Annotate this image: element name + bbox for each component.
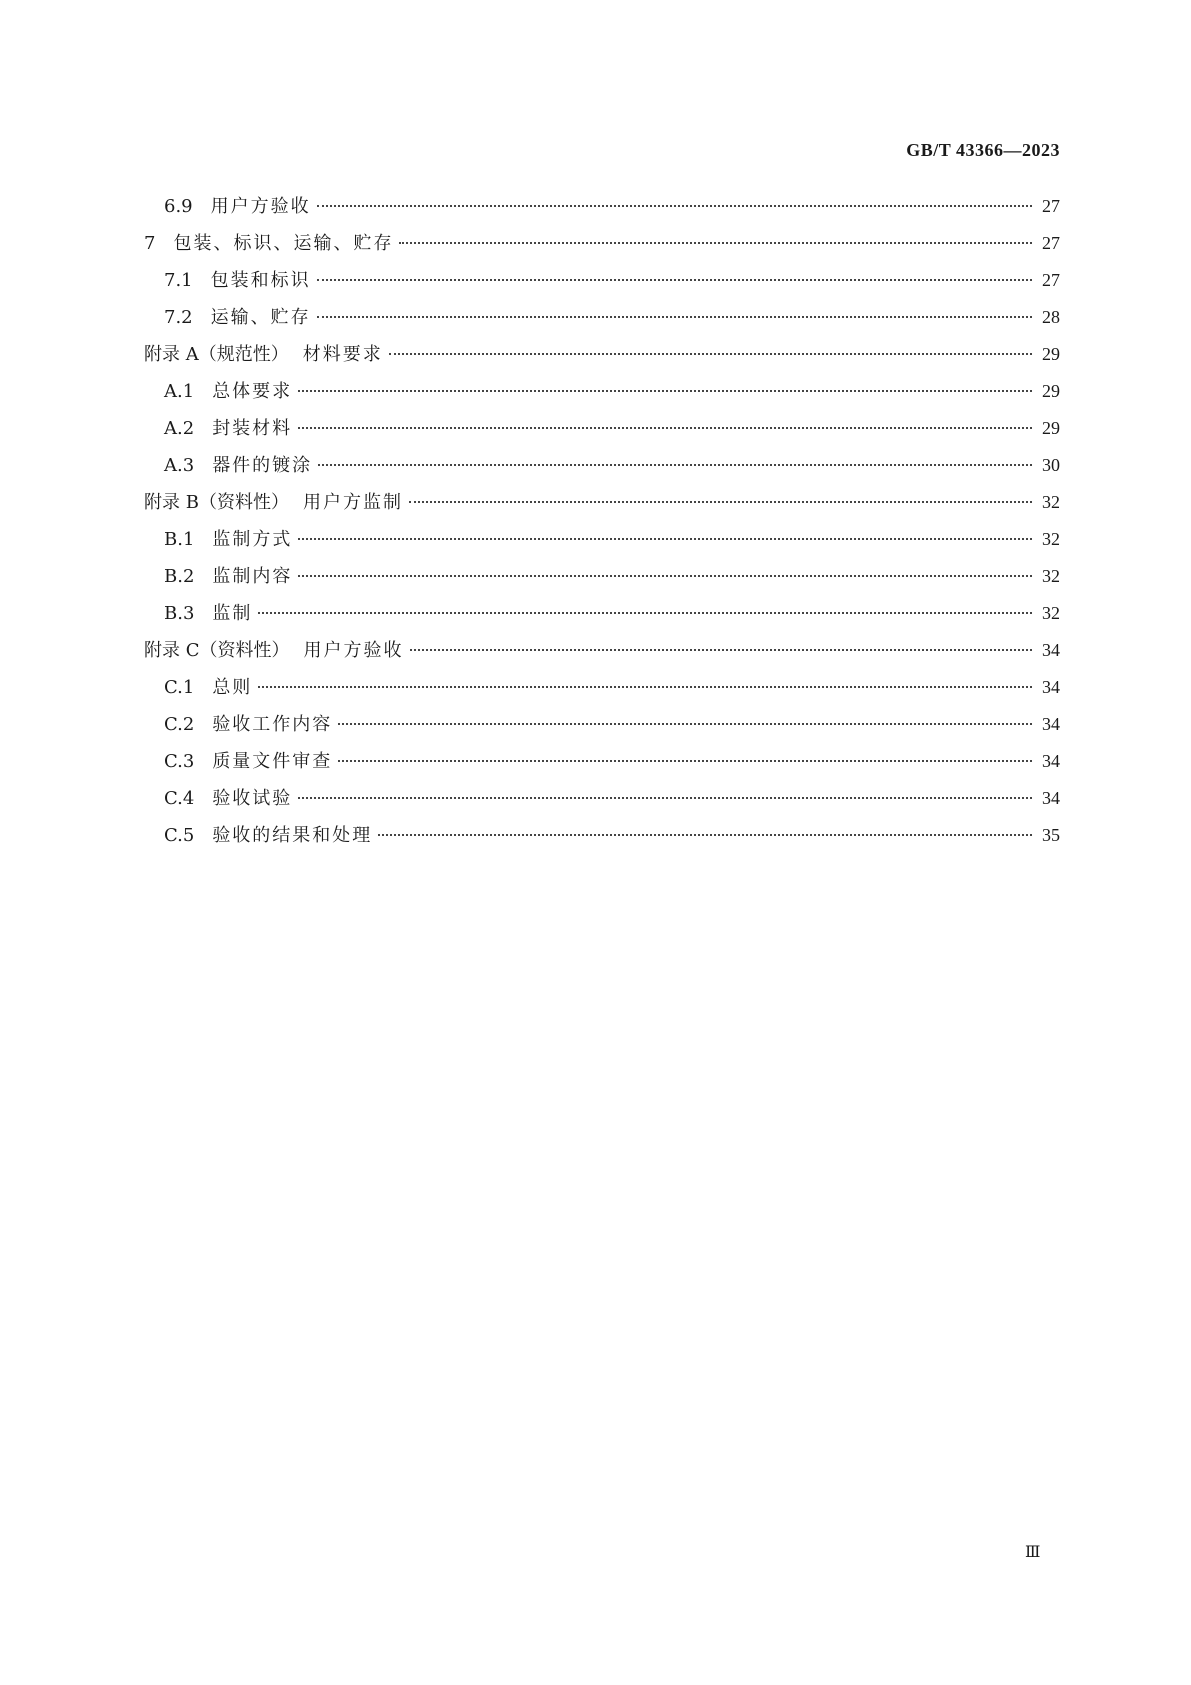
toc-entry-title: 监制 <box>212 603 253 624</box>
toc-entry-page: 34 <box>1042 751 1060 771</box>
table-of-contents <box>144 192 1060 858</box>
toc-entry-number: A.2 <box>164 418 195 439</box>
toc-dot-leader <box>298 575 1032 577</box>
toc-entry-page: 30 <box>1042 455 1060 475</box>
toc-entry-page: 32 <box>1042 566 1060 586</box>
toc-entry-annex-c[interactable] <box>144 636 1060 673</box>
toc-entry-title: 验收的结果和处理 <box>212 825 373 846</box>
toc-entry-c-1[interactable] <box>144 673 1060 710</box>
toc-entry-number: 7.1 <box>164 270 193 291</box>
toc-entry-title: 包装、标识、运输、贮存 <box>173 233 394 254</box>
toc-entry-7-2[interactable] <box>144 303 1060 340</box>
toc-dot-leader <box>258 686 1032 688</box>
toc-entry-title: 包装和标识 <box>210 270 311 291</box>
toc-entry-title: 用户方监制 <box>302 492 403 513</box>
toc-entry-number: 附录 B（资料性） <box>144 492 289 513</box>
toc-entry-page: 34 <box>1042 677 1060 697</box>
toc-entry-annex-b[interactable] <box>144 488 1060 525</box>
toc-dot-leader <box>410 649 1033 651</box>
toc-entry-c-2[interactable] <box>144 710 1060 747</box>
toc-entry-title: 监制方式 <box>212 529 293 550</box>
toc-entry-b-3[interactable] <box>144 599 1060 636</box>
toc-entry-number: B.3 <box>164 603 195 624</box>
toc-dot-leader <box>378 834 1032 836</box>
toc-entry-page: 32 <box>1042 492 1060 512</box>
page-number: Ⅲ <box>1025 1544 1041 1561</box>
toc-entry-page: 32 <box>1042 603 1060 623</box>
toc-dot-leader <box>338 723 1032 725</box>
toc-entry-number: 附录 A（规范性） <box>144 344 289 365</box>
toc-entry-c-5[interactable] <box>144 821 1060 858</box>
toc-entry-number: 附录 C（资料性） <box>144 640 290 661</box>
toc-entry-number: 7.2 <box>164 307 193 328</box>
toc-dot-leader <box>399 242 1032 244</box>
toc-entry-b-2[interactable] <box>144 562 1060 599</box>
toc-entry-number: C.5 <box>164 825 195 846</box>
toc-entry-a-3[interactable] <box>144 451 1060 488</box>
toc-dot-leader <box>298 390 1032 392</box>
toc-dot-leader <box>298 427 1032 429</box>
toc-entry-page: 35 <box>1042 825 1060 845</box>
toc-dot-leader <box>258 612 1032 614</box>
toc-entry-page: 34 <box>1042 788 1060 808</box>
toc-entry-title: 器件的镀涂 <box>212 455 313 476</box>
toc-dot-leader <box>298 797 1032 799</box>
toc-entry-number: A.1 <box>164 381 195 402</box>
toc-entry-page: 27 <box>1042 233 1060 253</box>
toc-dot-leader <box>317 279 1032 281</box>
toc-dot-leader <box>317 205 1032 207</box>
toc-entry-title: 总则 <box>212 677 253 698</box>
toc-dot-leader <box>317 316 1032 318</box>
toc-entry-7[interactable] <box>144 229 1060 266</box>
toc-dot-leader <box>338 760 1032 762</box>
toc-entry-title: 总体要求 <box>212 381 293 402</box>
toc-entry-c-3[interactable] <box>144 747 1060 784</box>
toc-entry-number: B.2 <box>164 566 195 587</box>
toc-dot-leader <box>409 501 1032 503</box>
toc-entry-b-1[interactable] <box>144 525 1060 562</box>
toc-entry-page: 29 <box>1042 418 1060 438</box>
toc-entry-number: A.3 <box>164 455 195 476</box>
toc-entry-number: C.3 <box>164 751 195 772</box>
toc-entry-number: C.1 <box>164 677 195 698</box>
toc-entry-a-1[interactable] <box>144 377 1060 414</box>
document-code: GB/T 43366—2023 <box>906 140 1060 160</box>
toc-entry-c-4[interactable] <box>144 784 1060 821</box>
toc-entry-a-2[interactable] <box>144 414 1060 451</box>
toc-entry-number: C.4 <box>164 788 195 809</box>
toc-entry-annex-a[interactable] <box>144 340 1060 377</box>
toc-entry-page: 27 <box>1042 196 1060 216</box>
toc-entry-page: 27 <box>1042 270 1060 290</box>
toc-dot-leader <box>298 538 1032 540</box>
toc-entry-title: 材料要求 <box>302 344 383 365</box>
toc-entry-page: 32 <box>1042 529 1060 549</box>
toc-entry-number: B.1 <box>164 529 195 550</box>
toc-entry-6-9[interactable] <box>144 192 1060 229</box>
toc-entry-title: 用户方验收 <box>303 640 404 661</box>
toc-entry-page: 28 <box>1042 307 1060 327</box>
toc-entry-title: 监制内容 <box>212 566 293 587</box>
toc-entry-title: 用户方验收 <box>210 196 311 217</box>
toc-entry-title: 封装材料 <box>212 418 293 439</box>
toc-entry-title: 质量文件审查 <box>212 751 333 772</box>
toc-entry-title: 验收试验 <box>212 788 293 809</box>
toc-entry-number: 6.9 <box>164 196 193 217</box>
toc-entry-page: 29 <box>1042 381 1060 401</box>
toc-entry-7-1[interactable] <box>144 266 1060 303</box>
toc-entry-title: 验收工作内容 <box>212 714 333 735</box>
toc-entry-page: 29 <box>1042 344 1060 364</box>
toc-entry-page: 34 <box>1042 640 1060 660</box>
toc-entry-number: 7 <box>144 233 156 254</box>
toc-entry-title: 运输、贮存 <box>210 307 311 328</box>
toc-dot-leader <box>389 353 1032 355</box>
toc-entry-page: 34 <box>1042 714 1060 734</box>
toc-dot-leader <box>318 464 1032 466</box>
toc-entry-number: C.2 <box>164 714 195 735</box>
